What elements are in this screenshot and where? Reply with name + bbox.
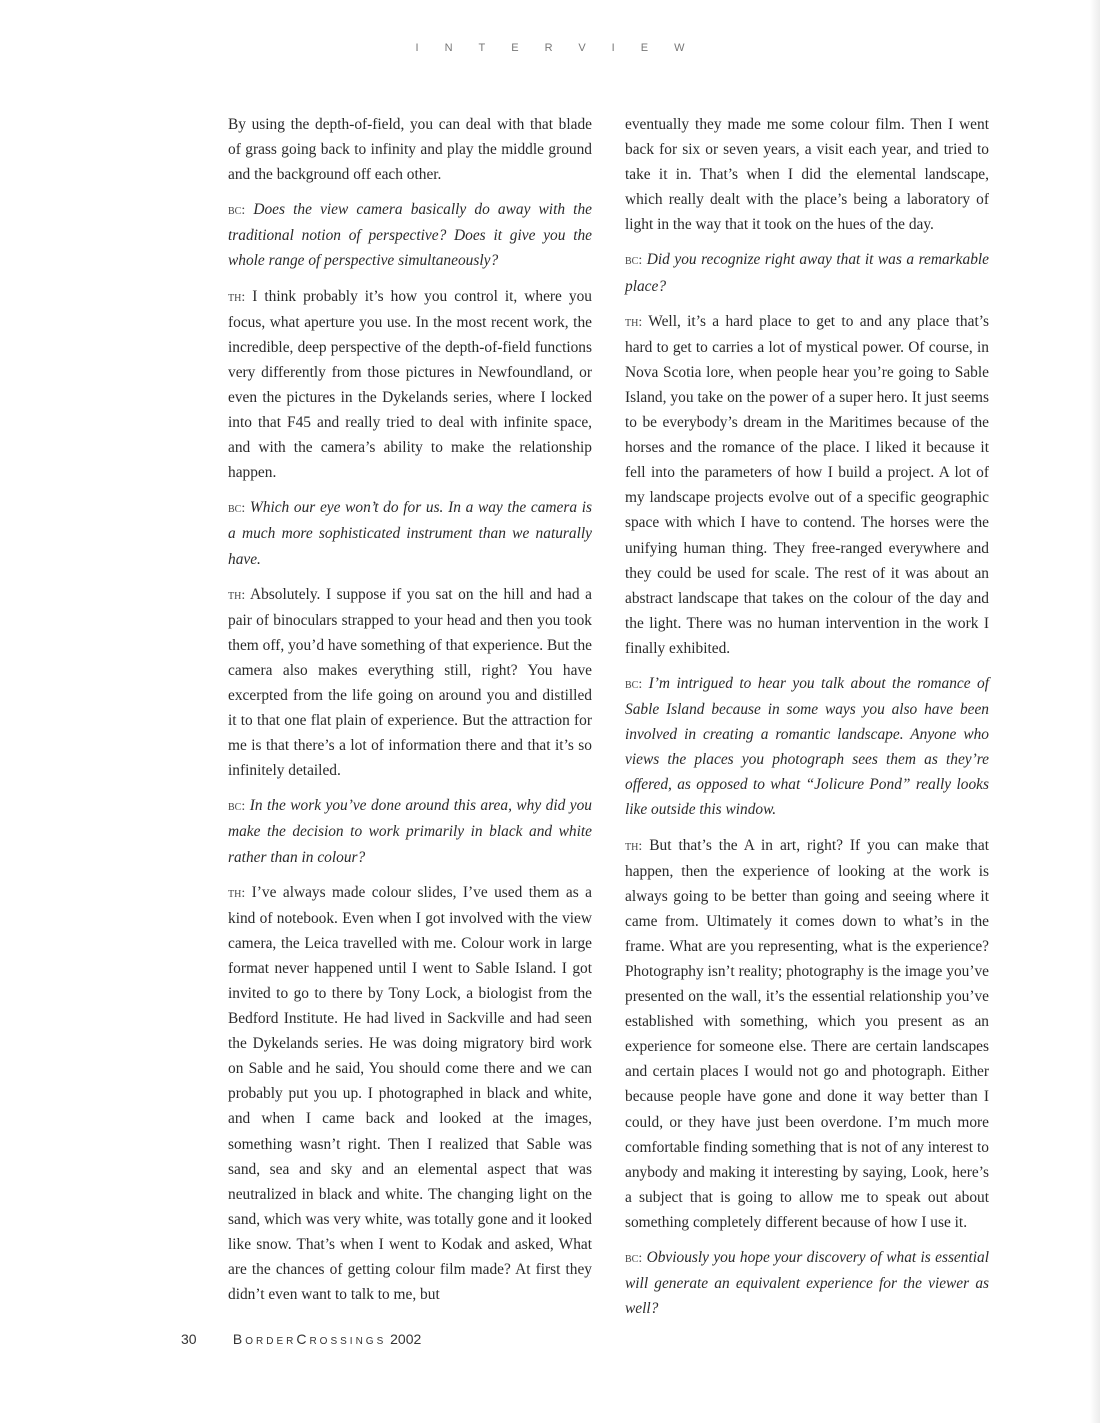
left-column <box>228 112 592 1317</box>
interviewer-question <box>625 1245 989 1321</box>
speaker-label: th: <box>625 314 643 330</box>
question-text: I’m intrigued to hear you talk about the romance of Sable Island because in some ways you also have been involved in creating a romantic landscape. Anyone who views the places you photograph sees them as they’re offered, as opposed to what “Jolicure Pond” really looks like outside this window. <box>625 674 989 819</box>
speaker-label: bc: <box>625 1251 643 1267</box>
section-header: INTERVIEW <box>415 42 711 54</box>
page-footer <box>181 1331 421 1347</box>
paragraph-text: By using the depth-of-field, you can deal with that blade of grass going back to infinity and play the middle ground and the background off each other. <box>228 116 592 184</box>
interviewee-answer <box>228 284 592 486</box>
speaker-label: bc: <box>228 799 246 815</box>
speaker-label: th: <box>625 838 643 854</box>
magazine-title: BorderCrossings <box>232 1331 387 1347</box>
issue-year: 2002 <box>390 1331 422 1347</box>
interviewer-question <box>228 495 592 571</box>
answer-text: But that’s the A in art, right? If you can make that happen, then the experience of looking at the work is always going to be better than going and seeing where it came from. Ultimately it comes down to what’s in the frame. What are you representing, what is the experience? Photography isn’t reality; photography is the image you’ve presented on the wall, it’s the essential relationship you’ve established with something, which you present as an experience for someone else. There are certain landscapes and certain places I would not go and photograph. Either because people have gone and done it way better than I could, or they have just been overdone. I’m much more comfortable finding something that is not of any interest to anybody and making it interesting by saying, Look, here’s a subject that is going to allow me to speak out about something completely different because of how I use it. <box>625 836 989 1231</box>
interviewee-answer <box>228 582 592 784</box>
question-text: Which our eye won’t do for us. In a way the camera is a much more sophisticated instrument than we naturally have. <box>228 499 592 568</box>
interviewer-question <box>625 247 989 298</box>
speaker-label: bc: <box>625 676 643 692</box>
paragraph-text: eventually they made me some colour film. Then I went back for six or seven years, a visit each year, and tried to take it in. That’s when I did the elemental landscape, which really dealt with the place’s being a laboratory of light in the way that it took on the hues of the day. <box>625 116 989 234</box>
question-text: Does the view camera basically do away with the traditional notion of perspective? Does it give you the whole range of perspective simultaneously? <box>228 201 592 270</box>
answer-text: Well, it’s a hard place to get to and any place that’s hard to get to carries a lot of mystical power. Of course, in Nova Scotia lore, when people hear you’re going to Sable Island, you take on the power of a super hero. It just seems to be everybody’s dream in the Maritimes because of the horses and the romance of the place. I liked it because it fell into the parameters of how I build a project. A lot of my landscape projects evolve out of a specific geographic space with which I have to contend. The horses were the unifying human thing. They free-ranged everywhere and they could be used for scale. The rest of it was about an abstract landscape that takes on the colour of the day and the light. There was no human intervention in the work I finally exhibited. <box>625 312 989 657</box>
answer-text: I think probably it’s how you control it, where you focus, what aperture you use. In the most recent work, the incredible, deep perspective of the depth-of-field functions very differently from those pictures in Newfoundland, or even the pictures in the Dykelands series, where I locked into that F45 and really tried to deal with infinite space, and with the camera’s ability to make the relationship happen. <box>228 287 592 482</box>
paragraph <box>228 112 592 187</box>
question-text: Obviously you hope your discovery of what is essential will generate an equivalent experience for the viewer as well? <box>625 1249 989 1318</box>
answer-text: Absolutely. I suppose if you sat on the hill and had a pair of binoculars strapped to your head and then you took them off, you’d have something of that experience. But the camera also makes everything still, right? You have excerpted from the life going on around you and distilled it to that one flat plain of experience. But the attraction for me is that there’s a lot of information there and that it’s so infinitely detailed. <box>228 585 592 780</box>
speaker-label: th: <box>228 885 246 901</box>
speaker-label: bc: <box>228 501 246 517</box>
interviewer-question <box>228 197 592 273</box>
speaker-label: bc: <box>228 203 246 219</box>
paragraph <box>625 112 989 237</box>
answer-text: I’ve always made colour slides, I’ve used them as a kind of notebook. Even when I got involved with the view camera, the Leica travelled with me. Colour work in large format never happened until I went to Sable Island. I got invited to go to there by Tony Lock, a biologist from the Bedford Institute. He had lived in Sackville and had seen the Dykelands series. He was doing migratory bird work on Sable and he said, You should come there and we can probably put you up. I photographed in black and white, and when I came back and looked at the images, something wasn’t right. Then I realized that Sable was sand, sea and sky and an elemental aspect that was neutralized in black and white. The changing light on the sand, which was very white, was totally gone and it looked like snow. That’s when I went to Kodak and asked, What are the chances of getting colour film made? At first they didn’t even want to talk to me, but <box>228 883 592 1304</box>
right-column <box>625 112 989 1331</box>
interviewer-question <box>625 671 989 823</box>
speaker-label: bc: <box>625 253 643 269</box>
question-text: In the work you’ve done around this area, why did you make the decision to work primarily in black and white rather than in colour? <box>228 797 592 866</box>
interviewer-question <box>228 793 592 869</box>
interviewee-answer <box>625 309 989 661</box>
interviewee-answer <box>228 880 592 1308</box>
page-number: 30 <box>181 1331 197 1347</box>
interviewee-answer <box>625 833 989 1236</box>
speaker-label: th: <box>228 587 246 603</box>
speaker-label: th: <box>228 289 246 305</box>
page-edge-shadow <box>1090 0 1100 1423</box>
question-text: Did you recognize right away that it was a remarkable place? <box>625 251 989 295</box>
